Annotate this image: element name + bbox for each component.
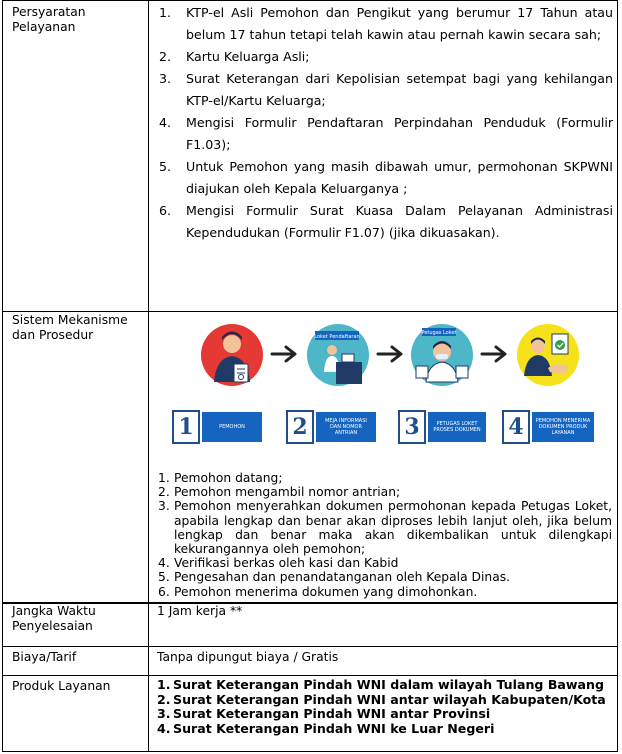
list-item bbox=[158, 556, 612, 570]
list-item-text: Pemohon mengambil nomor antrian; bbox=[174, 485, 401, 500]
list-item-number: 4. bbox=[158, 556, 170, 571]
arrow-right-icon bbox=[376, 344, 406, 364]
list-item-text: Pemohon menerima dokumen yang dimohonkan. bbox=[174, 584, 478, 599]
list-item-text: KTP-el Asli Pemohon dan Pengikut yang berumur 17 Tahun atau belum 17 tahun tetapi telah kawin atau pernah kawin secara sah; bbox=[186, 5, 613, 42]
step-caption: MEJA INFORMASI DAN NOMOR ANTRIAN bbox=[316, 412, 376, 442]
list-item bbox=[157, 678, 613, 693]
label-mekanisme: Sistem Mekanisme dan Prosedur bbox=[12, 313, 128, 342]
applicant-icon bbox=[200, 322, 264, 388]
biaya-value: Tanpa dipungut biaya / Gratis bbox=[157, 650, 339, 664]
table-border-top bbox=[2, 0, 618, 1]
step-1-label bbox=[172, 410, 262, 444]
label-produk: Produk Layanan bbox=[12, 679, 111, 693]
list-item bbox=[157, 112, 613, 156]
list-item-text: Surat Keterangan dari Kepolisian setempat bagi yang kehilangan KTP-el/Kartu Keluarga; bbox=[186, 71, 613, 108]
list-item-text: Pemohon datang; bbox=[174, 471, 283, 485]
list-item-number: 2. bbox=[158, 485, 170, 500]
row-divider bbox=[2, 675, 618, 676]
list-item-number: 6. bbox=[159, 203, 172, 218]
information-desk-icon bbox=[306, 322, 370, 388]
list-item bbox=[158, 570, 612, 584]
list-item bbox=[157, 156, 613, 200]
step-number: 4 bbox=[502, 410, 530, 444]
procedure-list bbox=[158, 471, 612, 599]
step-caption: PETUGAS LOKET PROSES DOKUMEN bbox=[428, 412, 486, 442]
list-item bbox=[157, 722, 613, 737]
arrow-right-icon bbox=[480, 344, 510, 364]
list-item bbox=[157, 200, 613, 244]
label-jangka-waktu: Jangka Waktu Penyelesaian bbox=[12, 604, 96, 633]
row-divider bbox=[2, 311, 618, 312]
list-item-text: Surat Keterangan Pindah WNI antar wilayah Kabupaten/Kota bbox=[173, 691, 606, 707]
counter-sign-text: Loket Pendaftaran bbox=[314, 334, 360, 340]
label-persyaratan: Persyaratan Pelayanan bbox=[12, 5, 86, 34]
list-item-number: 4. bbox=[157, 720, 171, 736]
step-4-label bbox=[502, 410, 596, 444]
step-number: 1 bbox=[172, 410, 200, 444]
list-item-text: Pemohon menyerahkan dokumen permohonan kepada Petugas Loket, apabila lengkap dan benar akan diproses lebih lanjut oleh, jika belum lengkap dan benar maka akan dikembalikan untuk dilengkapi kekurangannya oleh pemohon; bbox=[174, 499, 612, 557]
step-number: 3 bbox=[398, 410, 426, 444]
list-item-number: 1. bbox=[158, 471, 170, 485]
list-item bbox=[158, 585, 612, 599]
list-item-number: 2. bbox=[157, 691, 171, 707]
step-number: 2 bbox=[286, 410, 314, 444]
list-item-text: Surat Keterangan Pindah WNI antar Provinsi bbox=[173, 706, 491, 721]
list-item bbox=[157, 707, 613, 722]
list-item-number: 5. bbox=[159, 159, 172, 174]
receive-document-icon bbox=[516, 322, 580, 388]
list-item-number: 6. bbox=[158, 584, 170, 599]
jangka-waktu-value: 1 Jam kerja ** bbox=[157, 604, 243, 618]
list-item-number: 1. bbox=[159, 5, 172, 20]
list-item bbox=[157, 2, 613, 46]
list-item-number: 3. bbox=[157, 706, 171, 721]
list-item-number: 3. bbox=[159, 71, 172, 86]
list-item-number: 5. bbox=[158, 570, 170, 585]
list-item bbox=[157, 68, 613, 112]
requirements-list bbox=[157, 2, 613, 244]
list-item bbox=[158, 499, 612, 556]
column-divider bbox=[148, 0, 149, 752]
list-item bbox=[158, 485, 612, 499]
list-item bbox=[157, 46, 613, 68]
list-item-number: 1. bbox=[157, 677, 171, 692]
label-biaya: Biaya/Tarif bbox=[12, 650, 77, 664]
list-item-text: Kartu Keluarga Asli; bbox=[186, 49, 310, 64]
list-item-text: Surat Keterangan Pindah WNI dalam wilayah Tulang Bawang bbox=[173, 677, 605, 692]
step-caption: PEMOHON bbox=[202, 412, 262, 442]
list-item-text: Untuk Pemohon yang masih dibawah umur, permohonan SKPWNI diajukan oleh Kepala Keluarganya ; bbox=[186, 159, 613, 196]
procedure-flow-diagram bbox=[172, 322, 600, 448]
table-border-bottom bbox=[2, 751, 618, 752]
arrow-right-icon bbox=[270, 344, 300, 364]
step-2-label bbox=[286, 410, 378, 444]
list-item-text: Surat Keterangan Pindah WNI ke Luar Negeri bbox=[173, 720, 495, 736]
counter-officer-icon bbox=[410, 322, 474, 388]
list-item-number: 4. bbox=[159, 115, 172, 130]
list-item-text: Pengesahan dan penandatanganan oleh Kepala Dinas. bbox=[174, 570, 511, 585]
row-divider bbox=[2, 646, 618, 647]
list-item-text: Mengisi Formulir Pendaftaran Perpindahan Penduduk (Formulir F1.03); bbox=[186, 115, 613, 152]
officer-sign-text: Petugas Loket bbox=[421, 330, 457, 336]
list-item bbox=[158, 471, 612, 485]
list-item-number: 3. bbox=[158, 499, 170, 514]
table-border-left bbox=[2, 0, 3, 752]
list-item-text: Mengisi Formulir Surat Kuasa Dalam Pelayanan Administrasi Kependudukan (Formulir F1.07) (jika dikuasakan). bbox=[186, 203, 613, 240]
step-caption: PEMOHON MENERIMA DOKUMEN PRODUK LAYANAN bbox=[532, 412, 594, 442]
step-3-label bbox=[398, 410, 488, 444]
table-border-right bbox=[617, 0, 618, 752]
list-item-text: Verifikasi berkas oleh kasi dan Kabid bbox=[174, 556, 399, 571]
list-item bbox=[157, 693, 613, 708]
list-item-number: 2. bbox=[159, 49, 172, 64]
product-list bbox=[157, 678, 613, 736]
